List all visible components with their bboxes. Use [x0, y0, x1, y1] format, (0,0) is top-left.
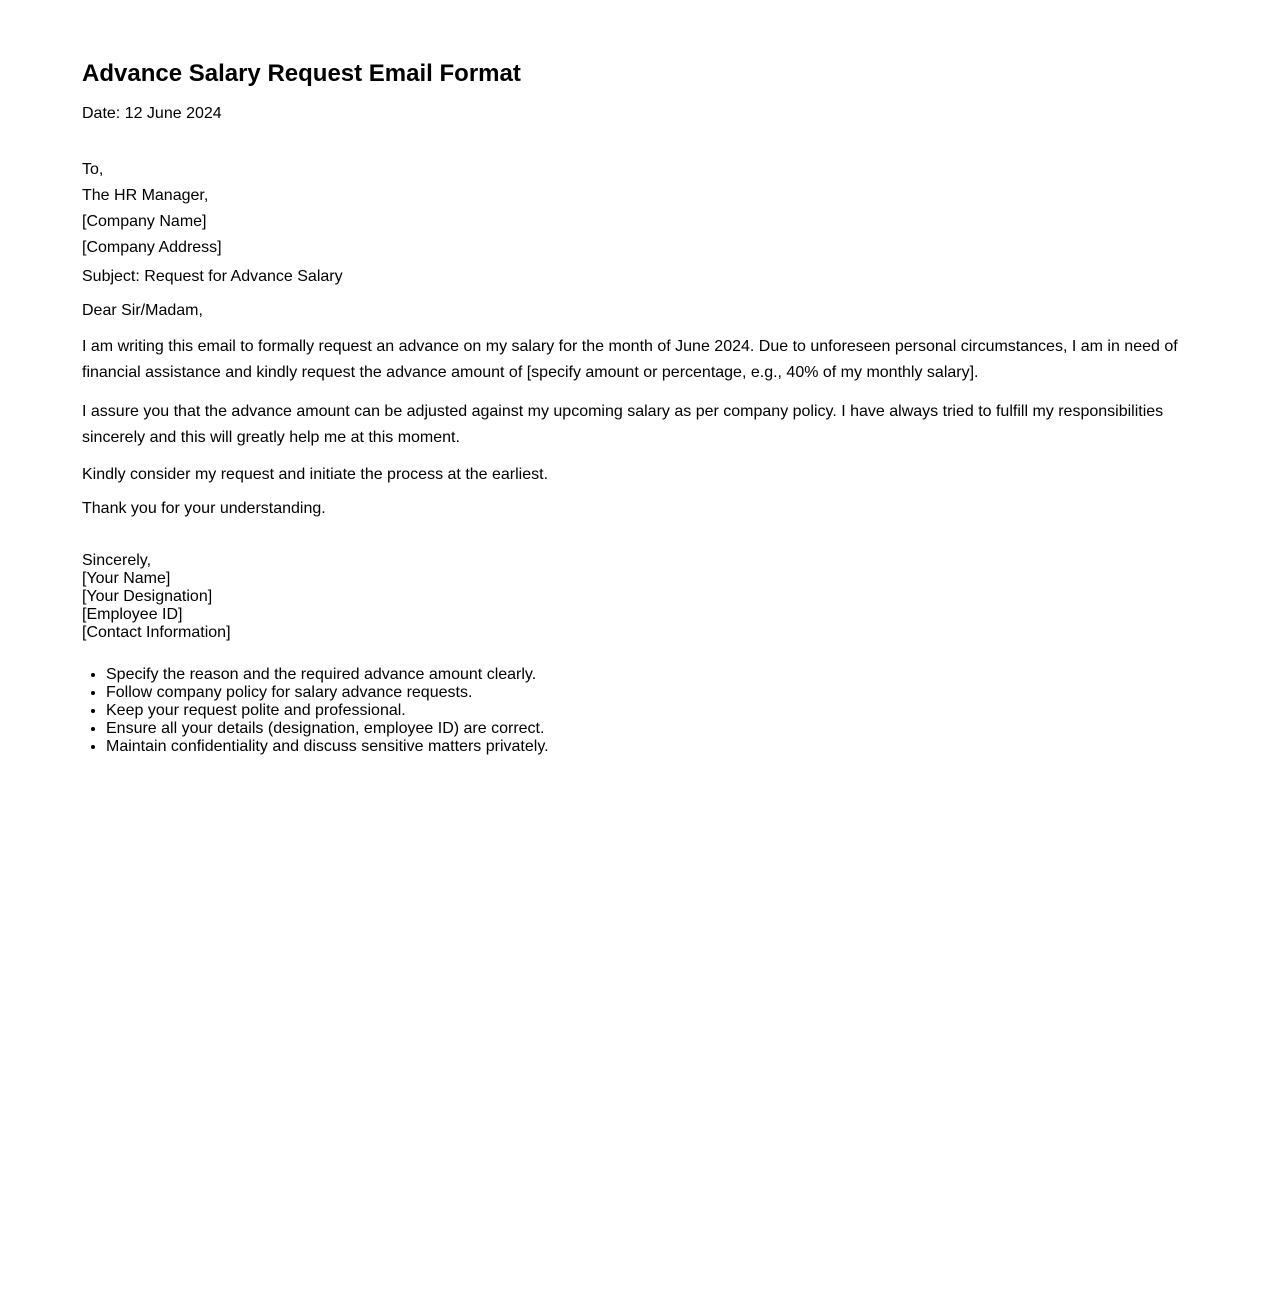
tip-item: • Specify the reason and the required advance amount clearly. [106, 666, 1192, 684]
signature-designation: [Your Designation] [82, 588, 213, 605]
body-paragraph-thanks: Thank you for your understanding. [82, 500, 326, 517]
email-date: Date: 12 June 2024 [82, 105, 222, 122]
body-paragraph-consider: Kindly consider my request and initiate the process at the earliest. [82, 466, 549, 483]
email-salutation: Dear Sir/Madam, [82, 302, 203, 319]
tip-item: • Maintain confidentiality and discuss sensitive matters privately. [106, 738, 1192, 756]
signature-contact: [Contact Information] [82, 624, 231, 641]
tip-item: • Follow company policy for salary advance requests. [106, 684, 1192, 702]
recipient-to: To, [82, 161, 104, 178]
email-subject: Subject: Request for Advance Salary [82, 268, 343, 285]
recipient-company-address: [Company Address] [82, 239, 222, 256]
signature-sign-off: Sincerely, [82, 552, 152, 569]
recipient-company-name: [Company Name] [82, 213, 207, 230]
body-paragraph-request: I am writing this email to formally request an advance on my salary for the month of June 2024. Due to unforeseen personal circumstances, I am in need of financial assistance and kindly request the advance amount of [specify amount or percentage, e.g., 40% of my monthly salary]. [82, 338, 1178, 381]
signature-name: [Your Name] [82, 570, 171, 587]
tip-item: • Ensure all your details (designation, employee ID) are correct. [106, 720, 1192, 738]
recipient-manager: The HR Manager, [82, 187, 209, 204]
tips-list [82, 666, 1192, 756]
page-title: Advance Salary Request Email Format [82, 60, 521, 87]
signature-employee-id: [Employee ID] [82, 606, 183, 623]
recipient-block [82, 157, 1192, 261]
signature-block [82, 552, 1192, 642]
body-paragraph-assurance: I assure you that the advance amount can be adjusted against my upcoming salary as per company policy. I have always tried to fulfill my responsibilities sincerely and this will greatly help me at this moment. [82, 403, 1164, 446]
tip-item: • Keep your request polite and professional. [106, 702, 1192, 720]
